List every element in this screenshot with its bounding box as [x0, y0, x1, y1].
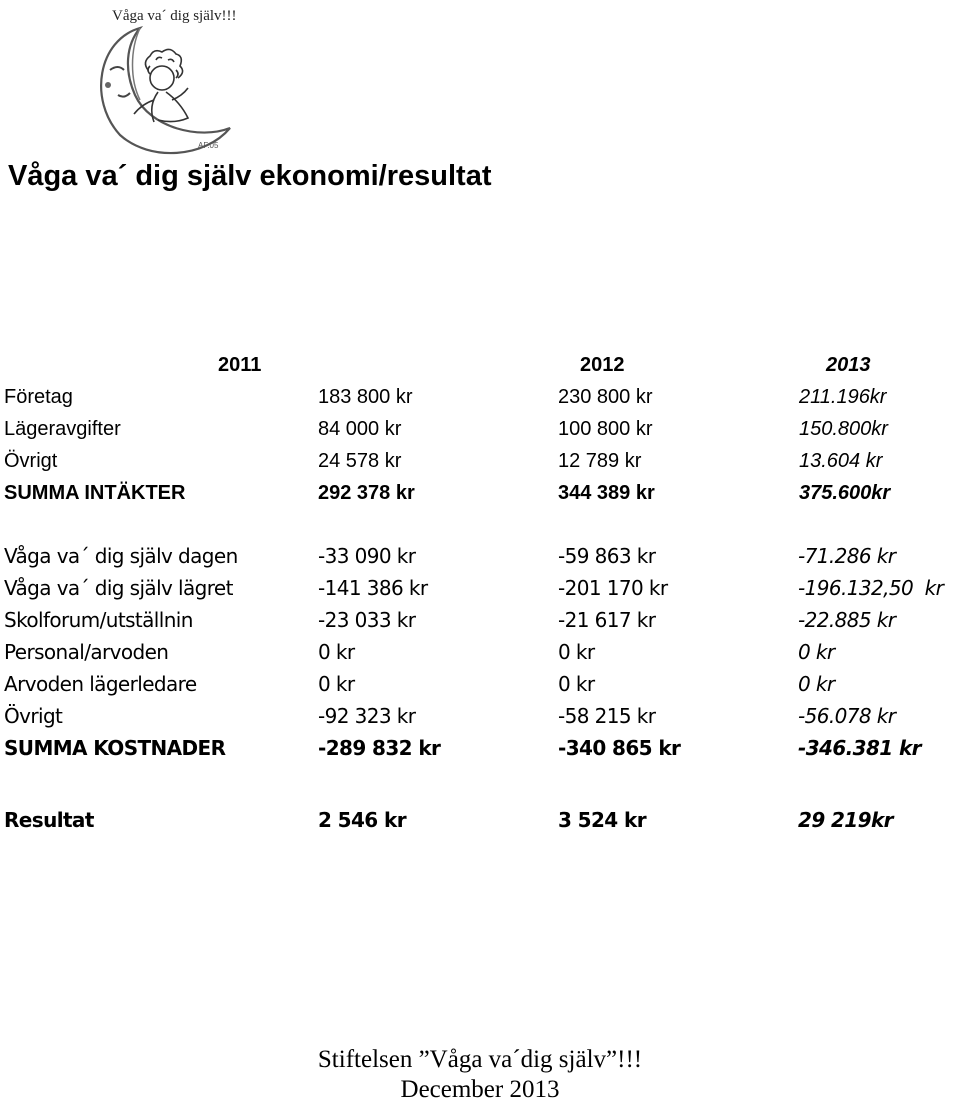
value-2011: -141 386 kr: [318, 576, 428, 600]
cost-row: [0, 640, 960, 672]
row-label: Resultat: [4, 808, 94, 832]
value-2011: -289 832 kr: [318, 736, 441, 760]
row-label: Arvoden lägerledare: [4, 672, 197, 696]
value-2011: -23 033 kr: [318, 608, 416, 632]
value-2012: 100 800 kr: [558, 418, 653, 440]
cost-total-row: [0, 736, 960, 768]
value-2013: -22.885 kr: [798, 608, 896, 632]
row-label: Lägeravgifter: [4, 418, 121, 440]
cost-row: [0, 576, 960, 608]
value-2011: -33 090 kr: [318, 544, 416, 568]
result-row: [0, 808, 960, 840]
page-title: Våga va´ dig själv ekonomi/resultat: [8, 160, 492, 192]
row-label: Personal/arvoden: [4, 640, 169, 664]
income-row: [0, 386, 960, 418]
footer-date: December 2013: [400, 1076, 560, 1103]
value-2011: 2 546 kr: [318, 808, 406, 832]
income-row: [0, 418, 960, 450]
value-2013: 211.196kr: [799, 386, 887, 408]
value-2012: -58 215 kr: [558, 704, 656, 728]
value-2012: 0 kr: [558, 640, 595, 664]
value-2013: -196.132,50 kr: [798, 576, 944, 600]
value-2011: 24 578 kr: [318, 450, 402, 472]
value-2012: 0 kr: [558, 672, 595, 696]
cost-row: [0, 608, 960, 640]
value-2013: 375.600kr: [799, 482, 891, 504]
value-2013: 0 kr: [798, 672, 835, 696]
row-label: Våga va´ dig själv lägret: [4, 576, 233, 600]
value-2013: -56.078 kr: [798, 704, 896, 728]
value-2011: 183 800 kr: [318, 386, 413, 408]
value-2012: -340 865 kr: [558, 736, 681, 760]
value-2013: -71.286 kr: [798, 544, 896, 568]
row-label: Skolforum/utställnin: [4, 608, 193, 632]
row-label: Våga va´ dig själv dagen: [4, 544, 238, 568]
cost-row: [0, 704, 960, 736]
income-row: [0, 450, 960, 482]
cost-row: [0, 672, 960, 704]
value-2013: 0 kr: [798, 640, 835, 664]
value-2012: -201 170 kr: [558, 576, 668, 600]
value-2011: -92 323 kr: [318, 704, 416, 728]
value-2012: 12 789 kr: [558, 450, 642, 472]
row-label: Övrigt: [4, 450, 58, 472]
value-2012: 3 524 kr: [558, 808, 646, 832]
value-2011: 0 kr: [318, 640, 355, 664]
value-2012: -59 863 kr: [558, 544, 656, 568]
row-label: SUMMA INTÄKTER: [4, 482, 186, 504]
footer-foundation: Stiftelsen ”Våga va´dig själv”!!!: [317, 1046, 643, 1073]
value-2013: 29 219kr: [798, 808, 893, 832]
year-header-2012: 2012: [580, 354, 625, 376]
value-2011: 0 kr: [318, 672, 355, 696]
value-2011: 292 378 kr: [318, 482, 415, 504]
value-2011: 84 000 kr: [318, 418, 402, 440]
logo-text: Våga va´ dig själv!!!: [112, 8, 237, 24]
moon-logo: [80, 0, 250, 160]
logo-signature: AF.05: [198, 141, 219, 150]
value-2013: -346.381 kr: [798, 736, 921, 760]
year-header-2013: 2013: [826, 354, 871, 376]
value-2013: 13.604 kr: [799, 450, 883, 472]
value-2012: 344 389 kr: [558, 482, 655, 504]
value-2012: 230 800 kr: [558, 386, 653, 408]
cost-row: [0, 544, 960, 576]
year-header-2011: 2011: [218, 354, 262, 376]
value-2012: -21 617 kr: [558, 608, 656, 632]
row-label: Företag: [4, 386, 73, 408]
value-2013: 150.800kr: [799, 418, 888, 440]
row-label: Övrigt: [4, 704, 63, 728]
income-total-row: [0, 482, 960, 514]
row-label: SUMMA KOSTNADER: [4, 736, 226, 760]
